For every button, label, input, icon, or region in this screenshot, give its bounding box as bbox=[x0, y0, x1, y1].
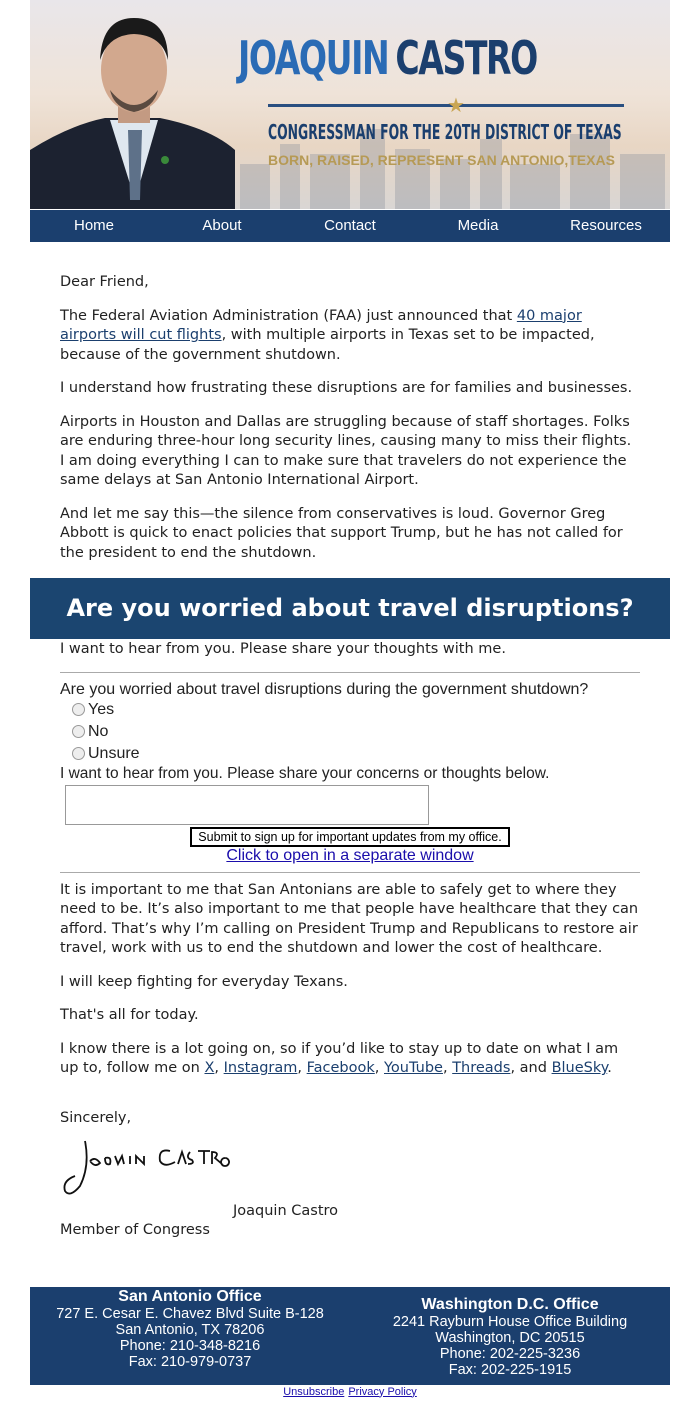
header-subtitle: CONGRESSMAN FOR THE 20TH DISTRICT OF TEXAS bbox=[268, 120, 622, 144]
signature-image bbox=[60, 1136, 230, 1201]
option-no[interactable] bbox=[60, 721, 640, 743]
option-label: Unsure bbox=[88, 744, 140, 762]
address-line: 2241 Rayburn House Office Building bbox=[392, 1313, 628, 1330]
dc-office bbox=[350, 1289, 670, 1378]
footer-offices bbox=[30, 1287, 670, 1385]
letter-body bbox=[30, 242, 670, 563]
header-tagline: BORN, RAISED, REPRESENT SAN ANTONIO,TEXAS bbox=[268, 152, 615, 168]
paragraph: And let me say this—the silence from conservatives is loud. Governor Greg Abbott is quick to enact policies that support Trump, but he has not called for the president to end the shutdown. bbox=[60, 505, 623, 561]
address-line: San Antonio, TX 78206 bbox=[115, 1321, 265, 1338]
header-name bbox=[238, 30, 537, 86]
threads-link[interactable]: Threads bbox=[452, 1060, 511, 1076]
phone: Phone: 202-225-3236 bbox=[439, 1345, 581, 1362]
comment-label: I want to hear from you. Please share your concerns or thoughts below. bbox=[60, 764, 550, 782]
survey-banner: Are you worried about travel disruptions? bbox=[30, 578, 670, 639]
nav-about[interactable]: About bbox=[202, 217, 242, 234]
greeting: Dear Friend, bbox=[60, 274, 149, 290]
congressman-photo bbox=[30, 0, 240, 209]
survey-intro: I want to hear from you. Please share your thoughts with me. bbox=[60, 641, 506, 657]
x-link[interactable]: X bbox=[204, 1060, 215, 1076]
paragraph: That's all for today. bbox=[60, 1007, 199, 1023]
office-title: San Antonio Office bbox=[118, 1287, 262, 1305]
comment-input[interactable] bbox=[65, 785, 429, 825]
fax: Fax: 202-225-1915 bbox=[448, 1361, 572, 1378]
closing-body bbox=[30, 873, 670, 1241]
paragraph: It is important to me that San Antonians are able to safely get to where they need to be. It’s also important to me that people have healthcare that they can afford. That’s why I’m calling on President Trump and Republicans to restore air travel, work with us to end the shutdown and lower the cost of healthcare. bbox=[60, 881, 639, 956]
header-banner bbox=[30, 0, 670, 209]
divider bbox=[60, 672, 640, 673]
bluesky-link[interactable]: BlueSky bbox=[551, 1060, 608, 1076]
texas-icon: ★ bbox=[447, 95, 465, 117]
privacy-policy-link[interactable]: Privacy Policy bbox=[348, 1385, 417, 1398]
nav-resources[interactable]: Resources bbox=[570, 217, 642, 234]
signer-name: Joaquin Castro bbox=[233, 1203, 339, 1219]
paragraph: I will keep fighting for everyday Texans. bbox=[60, 973, 348, 990]
radio-button[interactable] bbox=[72, 703, 85, 716]
paragraph: I understand how frustrating these disruptions are for families and businesses. bbox=[60, 380, 633, 396]
option-label: No bbox=[88, 722, 109, 740]
radio-button[interactable] bbox=[72, 725, 85, 738]
fax: Fax: 210-979-0737 bbox=[128, 1353, 252, 1370]
nav-contact[interactable]: Contact bbox=[324, 217, 376, 234]
nav-media[interactable]: Media bbox=[457, 217, 499, 234]
option-unsure[interactable] bbox=[60, 743, 640, 765]
survey-form bbox=[30, 672, 670, 873]
instagram-link[interactable]: Instagram bbox=[223, 1060, 298, 1076]
text: I know there is a lot going on, so if you’d like to stay up to date on what I am up to, follow me on bbox=[60, 1040, 619, 1076]
option-label: Yes bbox=[88, 700, 115, 718]
option-yes[interactable] bbox=[60, 699, 640, 721]
survey-question: Are you worried about travel disruptions during the government shutdown? bbox=[60, 680, 589, 698]
nav-bar bbox=[30, 209, 670, 242]
open-window-link[interactable]: Click to open in a separate window bbox=[226, 846, 474, 864]
address-line: 727 E. Cesar E. Chavez Blvd Suite B-128 bbox=[56, 1305, 324, 1322]
youtube-link[interactable]: YouTube bbox=[384, 1060, 443, 1076]
paragraph: Airports in Houston and Dallas are struggling because of staff shortages. Folks are enduring three-hour long security lines, causing many to miss their flights. I am doing everything I can to make sure that travelers do not experience the same delays at San Antonio International Airport. bbox=[60, 413, 632, 488]
address-line: Washington, DC 20515 bbox=[435, 1329, 585, 1346]
facebook-link[interactable]: Facebook bbox=[306, 1060, 375, 1076]
unsubscribe-link[interactable]: Unsubscribe bbox=[283, 1385, 345, 1398]
name-last: CASTRO bbox=[395, 31, 537, 85]
social-paragraph: I know there is a lot going on, so if you’d like to stay up to date on what I am up to, follow me on X, Instagram, Facebook, YouTube, Threads, and BlueSky. bbox=[60, 1040, 619, 1076]
radio-button[interactable] bbox=[72, 747, 85, 760]
email bbox=[30, 0, 670, 1398]
signature-block bbox=[60, 1136, 640, 1226]
signoff: Sincerely, bbox=[60, 1109, 132, 1126]
san-antonio-office bbox=[30, 1289, 350, 1378]
nav-home[interactable]: Home bbox=[73, 217, 114, 234]
text: The Federal Aviation Administration (FAA) just announced that bbox=[60, 307, 517, 324]
paragraph bbox=[60, 307, 640, 366]
survey-intro-wrap bbox=[30, 639, 670, 660]
text: , with multiple airports in Texas set to be impacted, because of the government shutdown. bbox=[60, 327, 595, 363]
header-rule bbox=[268, 104, 624, 107]
office-title: Washington D.C. Office bbox=[421, 1295, 599, 1313]
signer-role: Member of Congress bbox=[60, 1222, 210, 1238]
submit-button[interactable]: Submit to sign up for important updates from my office. bbox=[190, 827, 509, 847]
text: . bbox=[607, 1060, 612, 1076]
airports-link[interactable]: 40 major airports will cut flights bbox=[60, 307, 582, 343]
name-first: JOAQUIN bbox=[238, 31, 389, 85]
legal-links bbox=[30, 1386, 670, 1398]
phone: Phone: 210-348-8216 bbox=[119, 1337, 261, 1354]
